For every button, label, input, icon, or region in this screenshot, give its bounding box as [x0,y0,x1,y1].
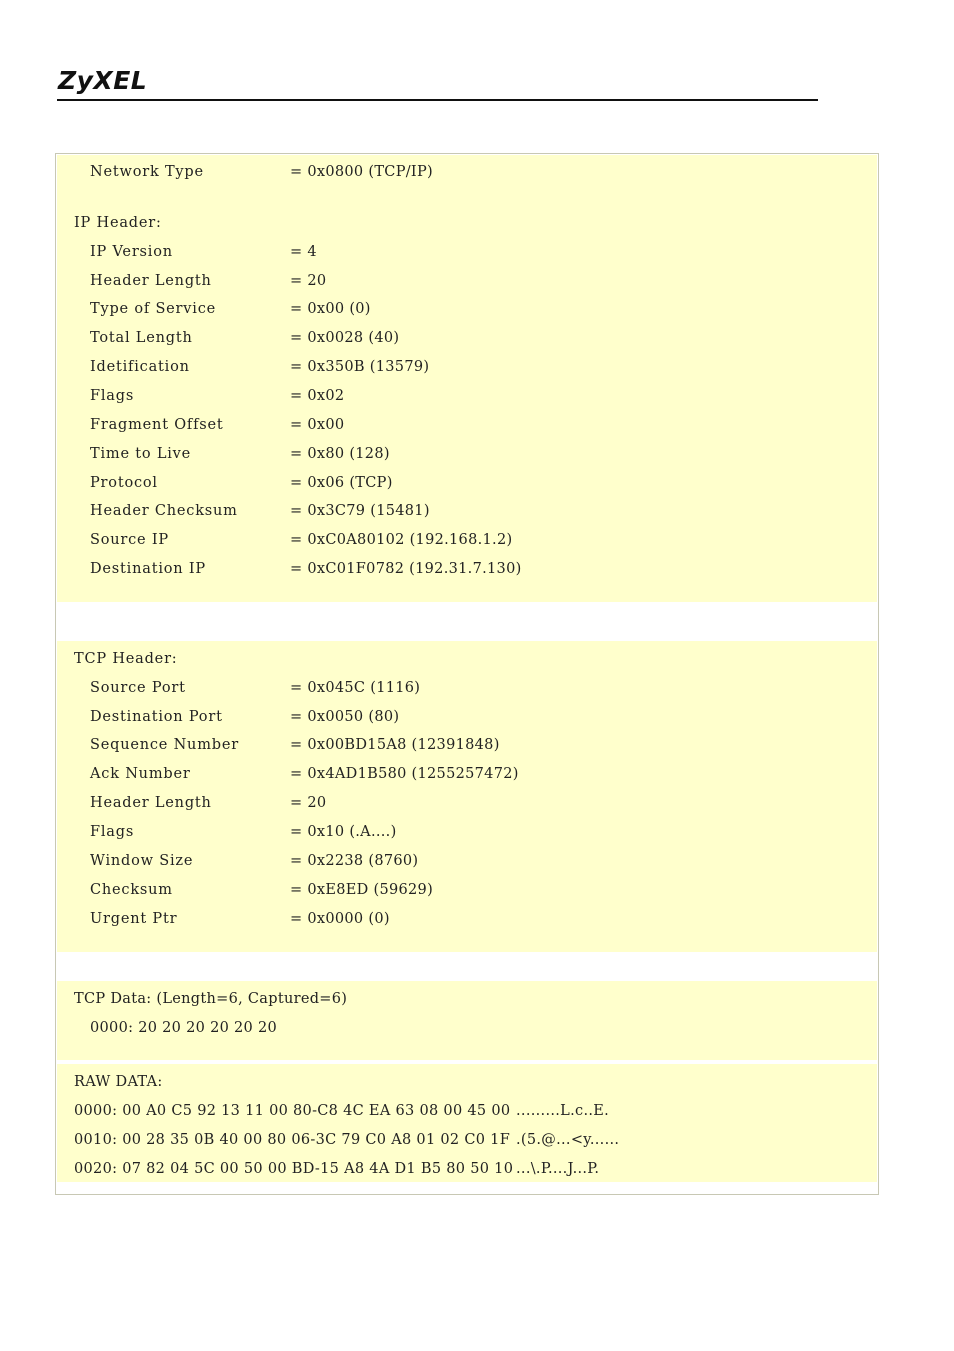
ip-field-label: Flags [90,388,135,404]
tcp-field-label: Flags [90,824,135,840]
tcp-field-value: = 0xE8ED (59629) [290,882,434,898]
tcp-field-label: Destination Port [90,709,223,725]
ip-header-title: IP Header: [74,215,162,231]
tcp-field-value: = 0x2238 (8760) [290,853,419,869]
ip-field-value: = 0x06 (TCP) [290,475,393,491]
raw-data-ascii: .........L.c..E. [516,1103,610,1119]
ip-field-label: Protocol [90,475,158,491]
ip-field-label: Header Checksum [90,503,238,519]
ip-field-value: = 0x00 (0) [290,301,371,317]
raw-data-hex: 0010: 00 28 35 0B 40 00 80 06-3C 79 C0 A8 01 02 C0 1F [74,1132,511,1148]
ip-field-label: Total Length [90,330,193,346]
tcp-data-title: TCP Data: (Length=6, Captured=6) [74,991,348,1007]
ip-field-value: = 0x00 [290,417,345,433]
ip-field-value: = 0x350B (13579) [290,359,430,375]
zyxel-logo: ZyXEL [58,66,148,95]
ip-field-label: Source IP [90,532,169,548]
ip-field-value: = 4 [290,244,317,260]
ip-field-value: = 0xC01F0782 (192.31.7.130) [290,561,522,577]
ip-field-value: = 0x0028 (40) [290,330,400,346]
tcp-field-value: = 20 [290,795,327,811]
raw-data-hex: 0020: 07 82 04 5C 00 50 00 BD-15 A8 4A D1 B5 80 50 10 [74,1161,514,1177]
network-type-value: = 0x0800 (TCP/IP) [290,164,433,180]
tcp-field-value: = 0x10 (.A....) [290,824,397,840]
header-rule [57,99,818,101]
tcp-field-label: Urgent Ptr [90,911,178,927]
tcp-field-label: Sequence Number [90,737,239,753]
network-type-label: Network Type [90,164,204,180]
ip-field-label: Type of Service [90,301,217,317]
tcp-field-label: Header Length [90,795,212,811]
tcp-field-value: = 0x0000 (0) [290,911,390,927]
ip-field-value: = 20 [290,273,327,289]
tcp-field-label: Window Size [90,853,194,869]
ip-field-label: Idetification [90,359,190,375]
ip-field-label: Header Length [90,273,212,289]
ip-field-value: = 0x02 [290,388,345,404]
raw-data-hex: 0000: 00 A0 C5 92 13 11 00 80-C8 4C EA 63 08 00 45 00 [74,1103,511,1119]
tcp-field-value: = 0x00BD15A8 (12391848) [290,737,500,753]
tcp-field-value: = 0x0050 (80) [290,709,400,725]
ip-field-label: Fragment Offset [90,417,224,433]
packet-trace-box [55,153,879,1195]
tcp-field-value: = 0x045C (1116) [290,680,421,696]
tcp-field-label: Source Port [90,680,186,696]
ip-field-label: IP Version [90,244,173,260]
ip-field-value: = 0xC0A80102 (192.168.1.2) [290,532,513,548]
tcp-field-label: Checksum [90,882,173,898]
ip-field-label: Time to Live [90,446,192,462]
tcp-data-line: 0000: 20 20 20 20 20 20 [90,1020,278,1036]
tcp-field-label: Ack Number [90,766,191,782]
raw-data-ascii: .(5.@...<y...... [516,1132,620,1148]
raw-data-title: RAW DATA: [74,1074,163,1090]
ip-field-value: = 0x80 (128) [290,446,390,462]
raw-data-ascii: ...\.P....J...P. [516,1161,600,1177]
ip-field-label: Destination IP [90,561,206,577]
tcp-field-value: = 0x4AD1B580 (1255257472) [290,766,519,782]
tcp-header-title: TCP Header: [74,651,178,667]
ip-field-value: = 0x3C79 (15481) [290,503,430,519]
